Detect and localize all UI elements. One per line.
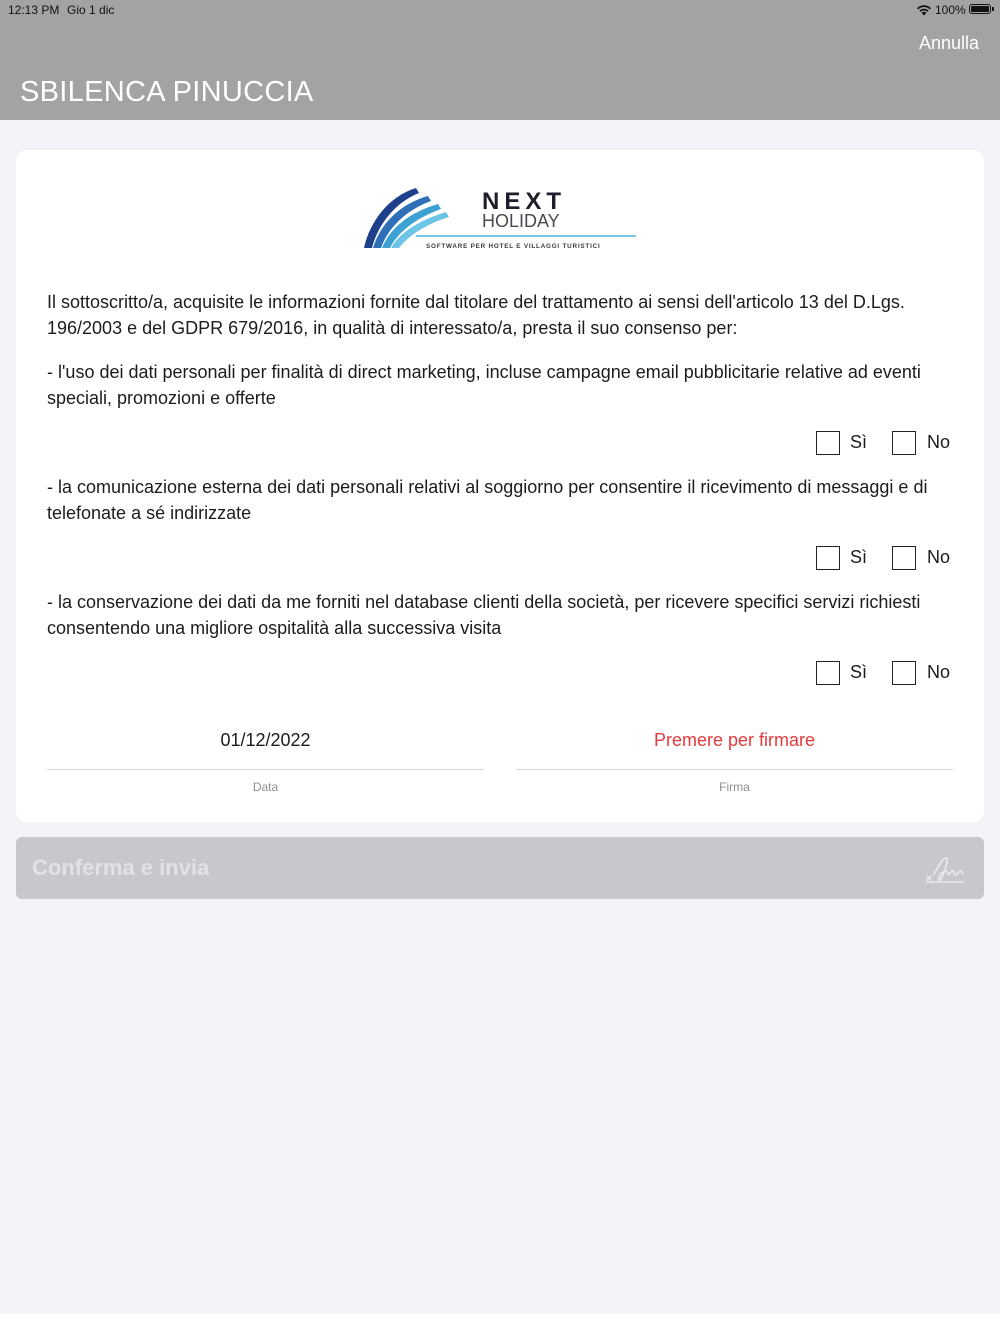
page-title: SBILENCA PINUCCIA xyxy=(20,76,314,108)
confirm-send-button[interactable] xyxy=(16,837,984,899)
checkbox-yes-marketing[interactable] xyxy=(816,431,840,455)
consent-item-marketing: - l'uso dei dati personali per finalità di direct marketing, incluse campagne email pubblicitarie relative ad eventi speciali, promozioni e offerte xyxy=(47,362,921,408)
cancel-button[interactable]: Annulla xyxy=(918,33,979,53)
battery-icon xyxy=(969,4,991,14)
checkbox-no-communication[interactable] xyxy=(892,546,916,570)
checkbox-no-retention[interactable] xyxy=(892,661,916,685)
logo-word-next: NEXT xyxy=(482,188,567,215)
checkbox-yes-label: Sì xyxy=(850,432,868,452)
checkbox-yes-retention[interactable] xyxy=(816,661,840,685)
checkbox-yes-label: Sì xyxy=(850,547,868,567)
signature-field[interactable]: Premere per firmare xyxy=(653,730,816,750)
checkbox-yes-label: Sì xyxy=(850,662,868,682)
next-holiday-logo xyxy=(364,182,640,254)
consent-choice-retention xyxy=(816,660,956,686)
confirm-send-label: Conferma e invia xyxy=(32,855,210,880)
checkbox-yes-communication[interactable] xyxy=(816,546,840,570)
checkbox-no-label: No xyxy=(927,662,951,682)
consent-item-communication: - la comunicazione esterna dei dati personali relativi al soggiorno per consentire il ricevimento di messaggi e di telefonate a sé indirizzate xyxy=(47,477,928,523)
checkbox-no-label: No xyxy=(927,432,951,452)
status-time: 12:13 PM xyxy=(8,3,60,17)
consent-choice-communication xyxy=(816,545,956,571)
status-date: Gio 1 dic xyxy=(67,3,115,17)
signature-underline xyxy=(516,769,953,770)
date-caption: Data xyxy=(252,780,279,794)
checkbox-no-label: No xyxy=(927,547,951,567)
date-field[interactable]: 01/12/2022 xyxy=(220,730,311,750)
battery-tip xyxy=(992,7,994,11)
bottom-area xyxy=(0,1314,1000,1334)
consent-intro: Il sottoscritto/a, acquisite le informazioni fornite dal titolare del trattamento ai sensi dell'articolo 13 del D.Lgs. 196/2003 e del GDPR 679/2016, in qualità di interessato/a, presta il suo consenso per: xyxy=(47,292,905,338)
checkbox-no-marketing[interactable] xyxy=(892,431,916,455)
status-bar xyxy=(0,0,1000,20)
consent-card xyxy=(16,150,984,822)
signature-caption: Firma xyxy=(719,780,750,794)
date-underline xyxy=(47,769,484,770)
logo-tagline: SOFTWARE PER HOTEL E VILLAGGI TURISTICI xyxy=(426,243,601,250)
consent-item-retention: - la conservazione dei dati da me forniti nel database clienti della società, per ricevere specifici servizi richiesti consentendo una migliore ospitalità alla successiva visita xyxy=(47,592,921,638)
signature-icon xyxy=(924,852,966,884)
consent-choice-marketing xyxy=(816,430,956,456)
navigation-bar xyxy=(0,0,1000,120)
logo-word-holiday: HOLIDAY xyxy=(482,211,560,231)
wifi-icon xyxy=(916,3,932,16)
battery-percentage: 100% xyxy=(935,3,966,17)
